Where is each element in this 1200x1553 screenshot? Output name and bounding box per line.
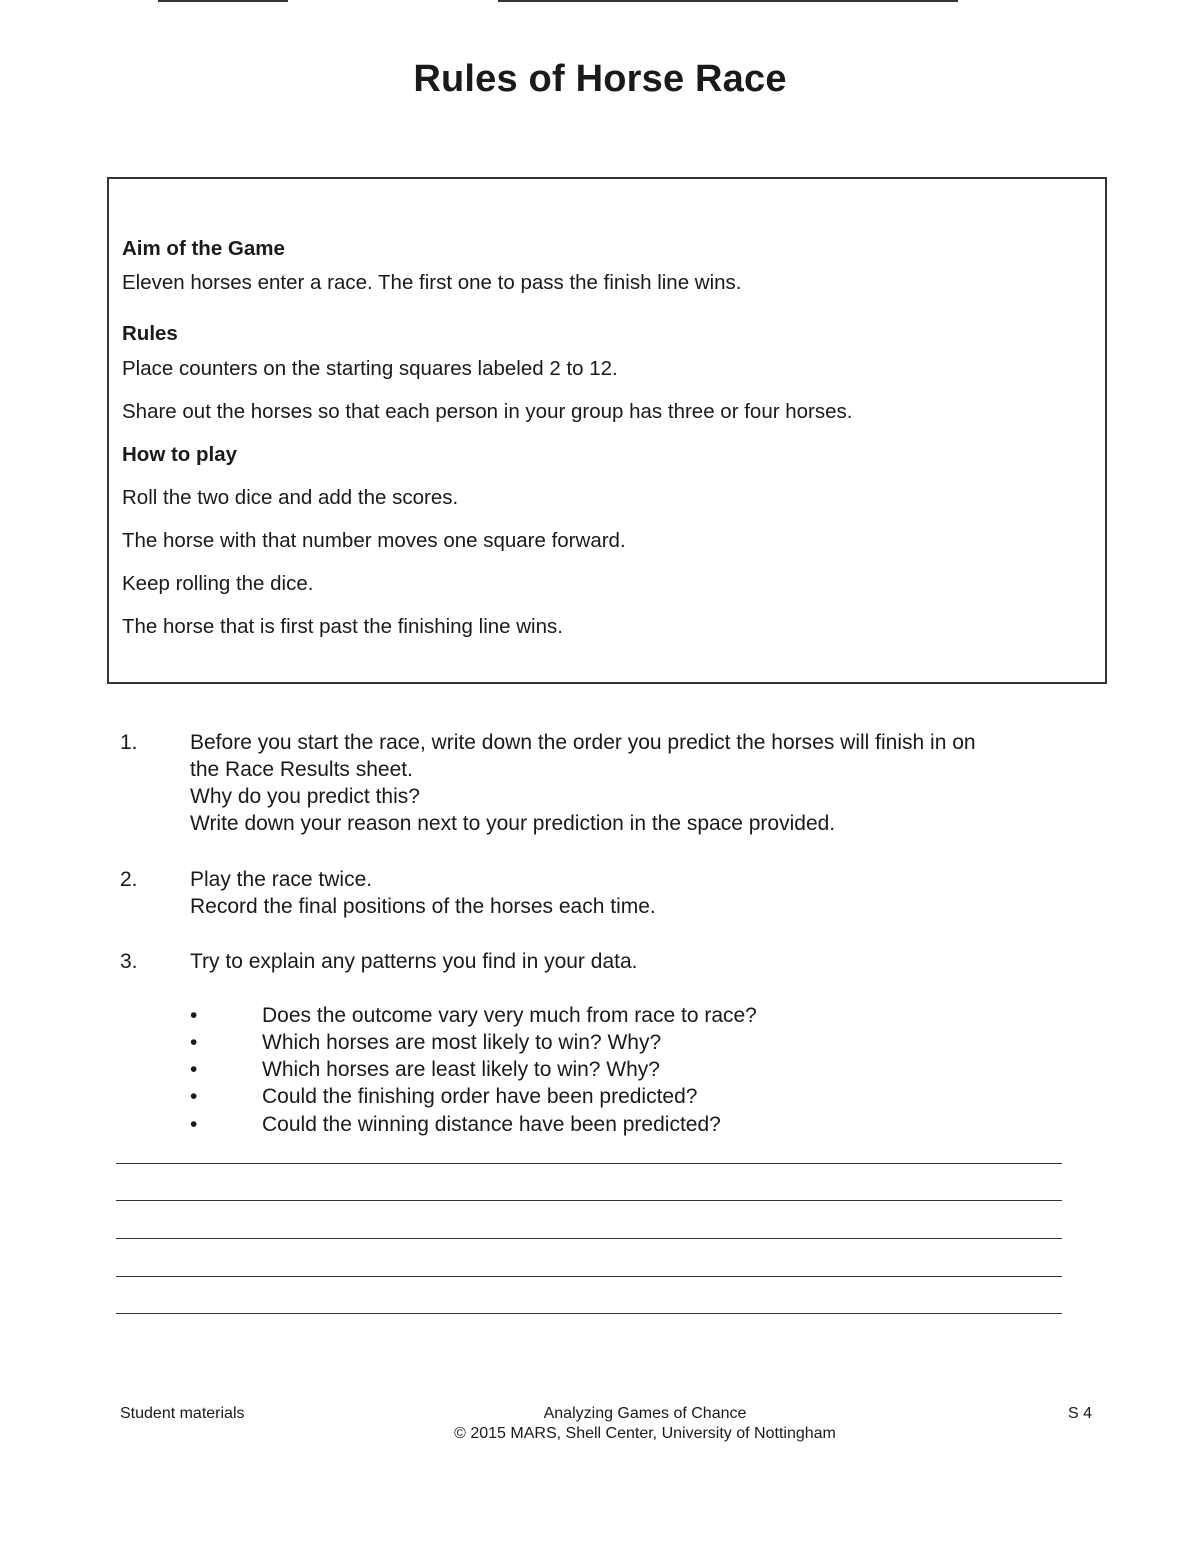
- answer-line[interactable]: [116, 1163, 1062, 1164]
- bullet-item: Could the winning distance have been predicted?: [262, 1113, 721, 1136]
- page-title: Rules of Horse Race: [413, 58, 787, 100]
- aim-heading: Aim of the Game: [122, 237, 285, 260]
- rules-line: Share out the horses so that each person in your group has three or four horses.: [122, 400, 853, 423]
- footer-left: Student materials: [120, 1405, 245, 1422]
- footer-center-title: Analyzing Games of Chance: [543, 1405, 747, 1422]
- rules-line: Place counters on the starting squares labeled 2 to 12.: [122, 357, 618, 380]
- question-line: Write down your reason next to your prediction in the space provided.: [190, 812, 836, 835]
- bullet-item: Could the finishing order have been predicted?: [262, 1085, 698, 1108]
- howto-heading: How to play: [122, 443, 238, 466]
- answer-line[interactable]: [116, 1313, 1062, 1314]
- bullet-dot: •: [190, 1004, 198, 1027]
- rules-heading: Rules: [122, 322, 178, 345]
- howto-line: Roll the two dice and add the scores.: [122, 486, 459, 509]
- question-line: Before you start the race, write down the order you predict the horses will finish in on: [190, 731, 976, 754]
- howto-line: The horse with that number moves one square forward.: [122, 529, 626, 552]
- answer-line[interactable]: [116, 1276, 1062, 1277]
- question-number: 3.: [120, 950, 138, 973]
- answer-line[interactable]: [116, 1200, 1062, 1201]
- bullet-item: Does the outcome vary very much from race to race?: [262, 1004, 757, 1027]
- scan-edge-rule: [498, 0, 958, 2]
- question-line: the Race Results sheet.: [190, 758, 413, 781]
- answer-line[interactable]: [116, 1238, 1062, 1239]
- question-line: Play the race twice.: [190, 868, 373, 891]
- footer-copyright: © 2015 MARS, Shell Center, University of Nottingham: [454, 1425, 836, 1442]
- bullet-dot: •: [190, 1085, 198, 1108]
- bullet-dot: •: [190, 1113, 198, 1136]
- bullet-item: Which horses are least likely to win? Why?: [262, 1058, 660, 1081]
- question-number: 1.: [120, 731, 138, 754]
- aim-text: Eleven horses enter a race. The first one to pass the finish line wins.: [122, 271, 742, 294]
- rules-box: [107, 177, 1107, 684]
- bullet-dot: •: [190, 1058, 198, 1081]
- question-line: Why do you predict this?: [190, 785, 420, 808]
- scan-edge-rule: [158, 0, 288, 2]
- question-number: 2.: [120, 868, 138, 891]
- howto-line: The horse that is first past the finishing line wins.: [122, 615, 563, 638]
- bullet-dot: •: [190, 1031, 198, 1054]
- howto-line: Keep rolling the dice.: [122, 572, 314, 595]
- footer-page-number: S 4: [1068, 1405, 1093, 1422]
- question-line: Try to explain any patterns you find in your data.: [190, 950, 638, 973]
- question-line: Record the final positions of the horses each time.: [190, 895, 656, 918]
- bullet-item: Which horses are most likely to win? Why?: [262, 1031, 662, 1054]
